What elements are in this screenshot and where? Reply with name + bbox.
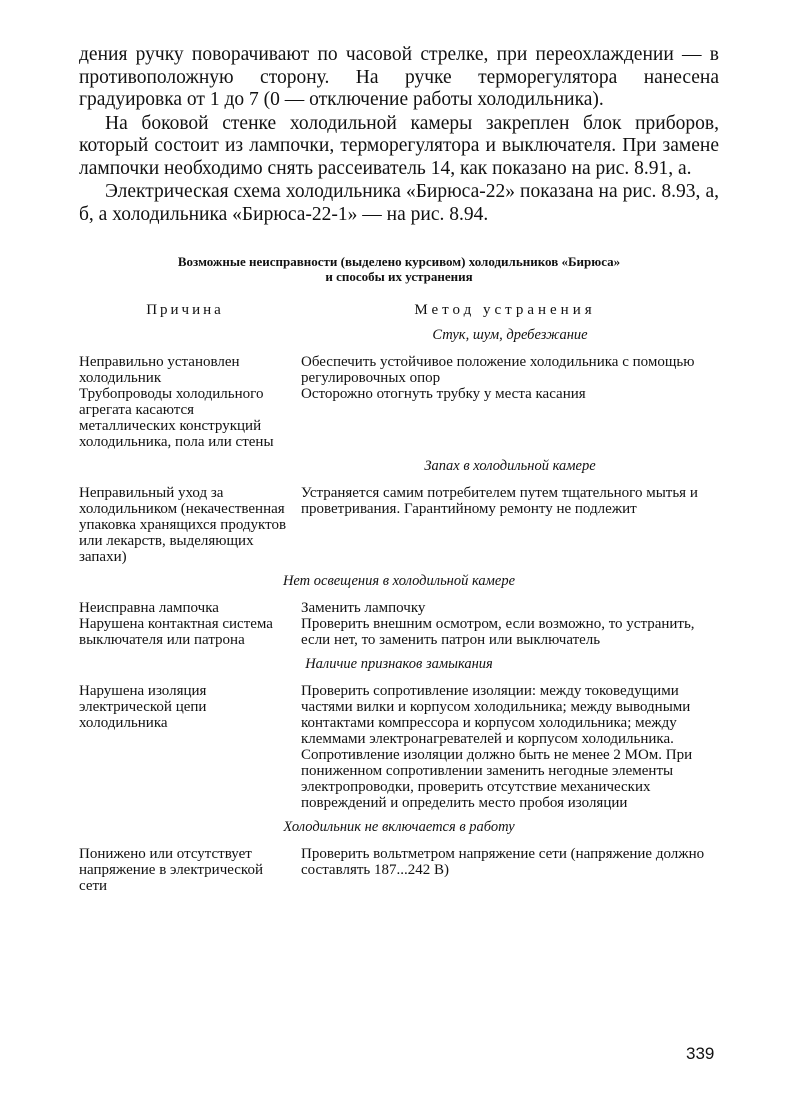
- fix-cell: Устраняется самим потребителем путем тщательного мытья и проветривания. Гарантийному ремонту не подлежит: [301, 485, 698, 517]
- table-row: [79, 600, 719, 616]
- section-title: Холодильник не включается в работу: [283, 819, 515, 835]
- fix-cell: Осторожно отогнуть трубку у места касания: [301, 386, 586, 402]
- cause-cell: Неправильно установлен холодильник: [79, 354, 240, 386]
- table-section: [79, 327, 719, 450]
- page-content: [79, 44, 719, 894]
- cause-cell: Нарушена изоляция электрической цепи холодильника: [79, 683, 207, 731]
- table-row: [79, 846, 719, 894]
- table-header: [79, 302, 719, 319]
- fix-cell: Проверить сопротивление изоляции: между токоведущими частями вилки и корпусом холодильника; между выводными контактами компрессора и корпусом холодильника; между клеммами электронагревателей и корпусом холодильника. Сопротивление изоляции должно быть не менее 2 МОм. При пониженном сопротивлении заменить негодные элементы электропроводки, проверить отсутствие механических повреждений и определить место пробоя изоляции: [301, 683, 693, 811]
- fix-cell: Проверить внешним осмотром, если возможно, то устранить, если нет, то заменить патрон или выключатель: [301, 616, 695, 648]
- table-row: [79, 683, 719, 811]
- column-header-cause: Причина: [146, 302, 224, 318]
- table-row: [79, 354, 719, 386]
- paragraph-1: дения ручку поворачивают по часовой стрелке, при переохлаждении — в противоположную сторону. На ручке терморегулятора нанесена градуировка от 1 до 7 (0 — отключение работы холодильника).: [79, 44, 719, 110]
- section-title: Запах в холодильной камере: [424, 458, 596, 474]
- table-row: [79, 386, 719, 450]
- paragraph-2: На боковой стенке холодильной камеры закреплен блок приборов, который состоит из лампочки, терморегулятора и выключателя. При замене лампочки необходимо снять рассеиватель 14, как показано на рис. 8.91, а.: [79, 112, 719, 179]
- fix-cell: Заменить лампочку: [301, 600, 426, 616]
- column-header-fix: Метод устранения: [414, 302, 596, 318]
- section-title: Стук, шум, дребезжание: [432, 327, 588, 343]
- page-number: 339: [686, 1044, 715, 1063]
- table-section: [79, 458, 719, 565]
- table-row: [79, 616, 719, 648]
- section-title: Наличие признаков замыкания: [305, 656, 493, 672]
- table-section: [79, 573, 719, 648]
- table-body: [79, 327, 719, 894]
- table-row: [79, 485, 719, 565]
- cause-cell: Неправильный уход за холодильником (некачественная упаковка хранящихся продуктов или лекарств, выделяющих запахи): [79, 485, 287, 565]
- cause-cell: Трубопроводы холодильного агрегата касаются металлических конструкций холодильника, пола или стены: [79, 386, 274, 450]
- table-title-line-1: Возможные неисправности (выделено курсивом) холодильников «Бирюса»: [177, 254, 621, 269]
- table-title: [79, 254, 719, 284]
- table-section: [79, 656, 719, 811]
- section-title: Нет освещения в холодильной камере: [282, 573, 516, 589]
- cause-cell: Неисправна лампочка: [79, 600, 219, 616]
- cause-cell: Понижено или отсутствует напряжение в электрической сети: [79, 846, 263, 894]
- table-section: [79, 819, 719, 894]
- fix-cell: Обеспечить устойчивое положение холодильника с помощью регулировочных опор: [301, 354, 695, 386]
- cause-cell: Нарушена контактная система выключателя или патрона: [79, 616, 273, 648]
- table-title-line-2: и способы их устранения: [325, 269, 473, 284]
- fix-cell: Проверить вольтметром напряжение сети (напряжение должно составлять 187...242 В): [301, 846, 705, 878]
- paragraph-3: Электрическая схема холодильника «Бирюса-22» показана на рис. 8.93, а, б, а холодильника «Бирюса-22-1» — на рис. 8.94.: [79, 181, 719, 225]
